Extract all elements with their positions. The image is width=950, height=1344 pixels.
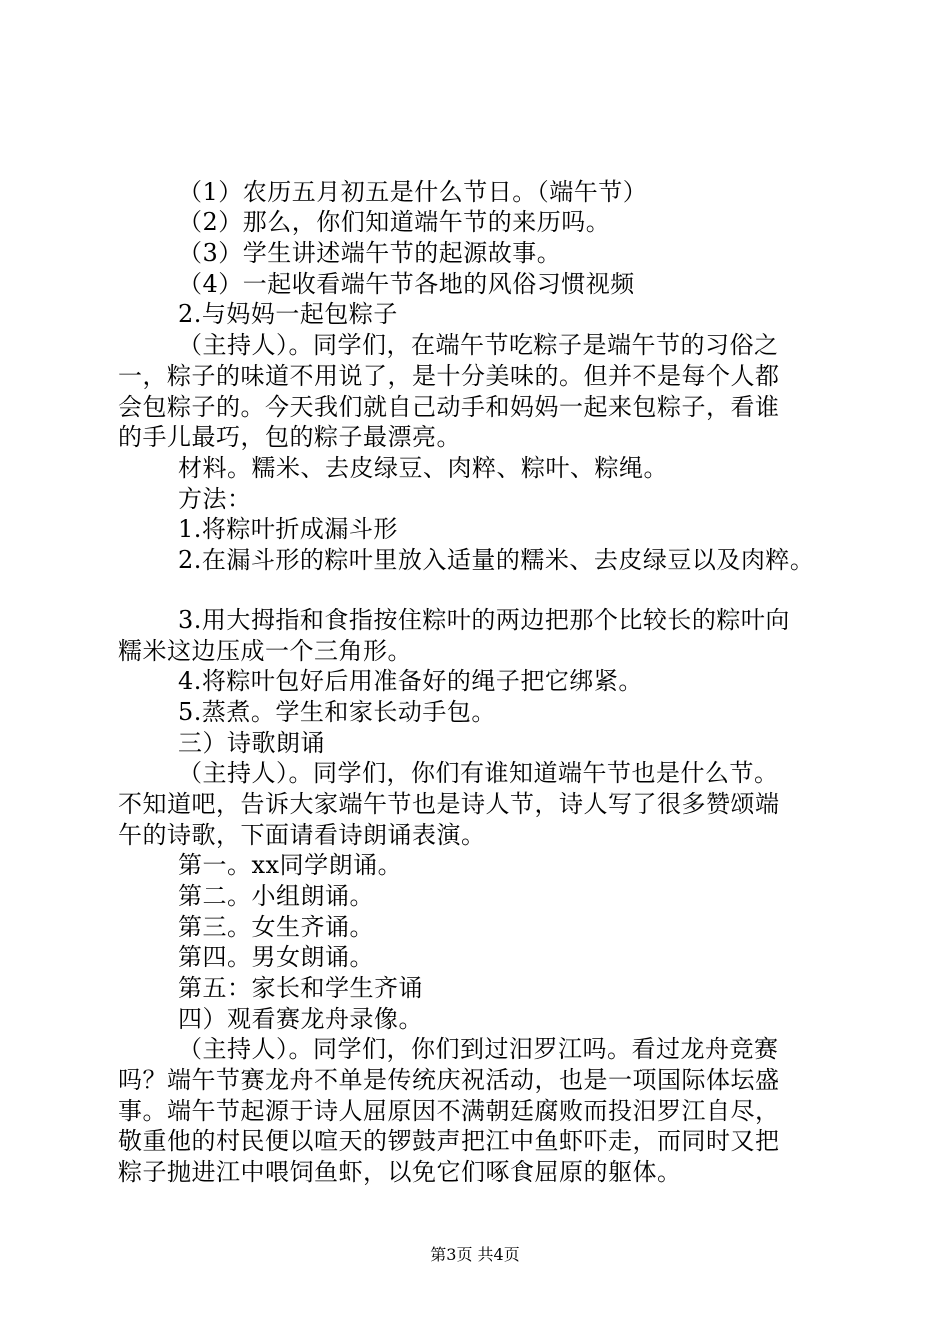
text-line: （主持人）。同学们，你们有谁知道端午节也是什么节。 xyxy=(178,759,779,787)
text-line: 3.用大拇指和食指按住粽叶的两边把那个比较长的粽叶向 xyxy=(178,606,790,634)
text-line: 第三。女生齐诵。 xyxy=(178,913,374,941)
text-line: 第二。小组朗诵。 xyxy=(178,882,374,910)
text-line: 敬重他的村民便以喧天的锣鼓声把江中鱼虾吓走，而同时又把 xyxy=(118,1127,780,1155)
text-line: 4.将粽叶包好后用准备好的绳子把它绑紧。 xyxy=(178,667,643,695)
text-line: 的手儿最巧，包的粽子最漂亮。 xyxy=(118,423,461,451)
page-footer: 第3页 共4页 xyxy=(430,1245,520,1264)
text-line: 午的诗歌，下面请看诗朗诵表演。 xyxy=(118,821,486,849)
text-line: 第一。xx同学朗诵。 xyxy=(178,851,403,879)
text-line: （4）一起收看端午节各地的风俗习惯视频 xyxy=(178,270,635,298)
section-heading: 2.与妈妈一起包粽子 xyxy=(178,300,398,328)
text-line: 1.将粽叶折成漏斗形 xyxy=(178,515,398,543)
text-line: （主持人）。同学们，在端午节吃粽子是端午节的习俗之 xyxy=(178,331,779,359)
text-line: 一，粽子的味道不用说了，是十分美味的。但并不是每个人都 xyxy=(118,362,780,390)
text-line: 事。端午节起源于诗人屈原因不满朝廷腐败而投汨罗江自尽， xyxy=(118,1097,780,1125)
text-line: 材料。糯米、去皮绿豆、肉粹、粽叶、粽绳。 xyxy=(178,454,668,482)
section-heading: 四）观看赛龙舟录像。 xyxy=(178,1005,423,1033)
text-line: （1）农历五月初五是什么节日。（端午节） xyxy=(178,178,648,206)
text-line: 糯米这边压成一个三角形。 xyxy=(118,637,412,665)
text-line: 会包粽子的。今天我们就自己动手和妈妈一起来包粽子，看谁 xyxy=(118,393,780,421)
text-line: 5.蒸煮。学生和家长动手包。 xyxy=(178,698,496,726)
text-line: 不知道吧，告诉大家端午节也是诗人节，诗人写了很多赞颂端 xyxy=(118,790,780,818)
text-line: 第五：家长和学生齐诵 xyxy=(178,974,423,1002)
text-line: （3）学生讲述端午节的起源故事。 xyxy=(178,239,562,267)
text-line: 吗？端午节赛龙舟不单是传统庆祝活动，也是一项国际体坛盛 xyxy=(118,1066,780,1094)
text-line: （2）那么，你们知道端午节的来历吗。 xyxy=(178,208,611,236)
text-line: 第四。男女朗诵。 xyxy=(178,943,374,971)
text-line: 粽子抛进江中喂饲鱼虾，以免它们啄食屈原的躯体。 xyxy=(118,1158,682,1186)
section-heading: 三）诗歌朗诵 xyxy=(178,729,325,757)
text-line: 方法： xyxy=(178,485,252,513)
text-line: 2.在漏斗形的粽叶里放入适量的糯米、去皮绿豆以及肉粹。 xyxy=(178,546,815,574)
text-line: （主持人）。同学们，你们到过汨罗江吗。看过龙舟竞赛 xyxy=(178,1035,779,1063)
